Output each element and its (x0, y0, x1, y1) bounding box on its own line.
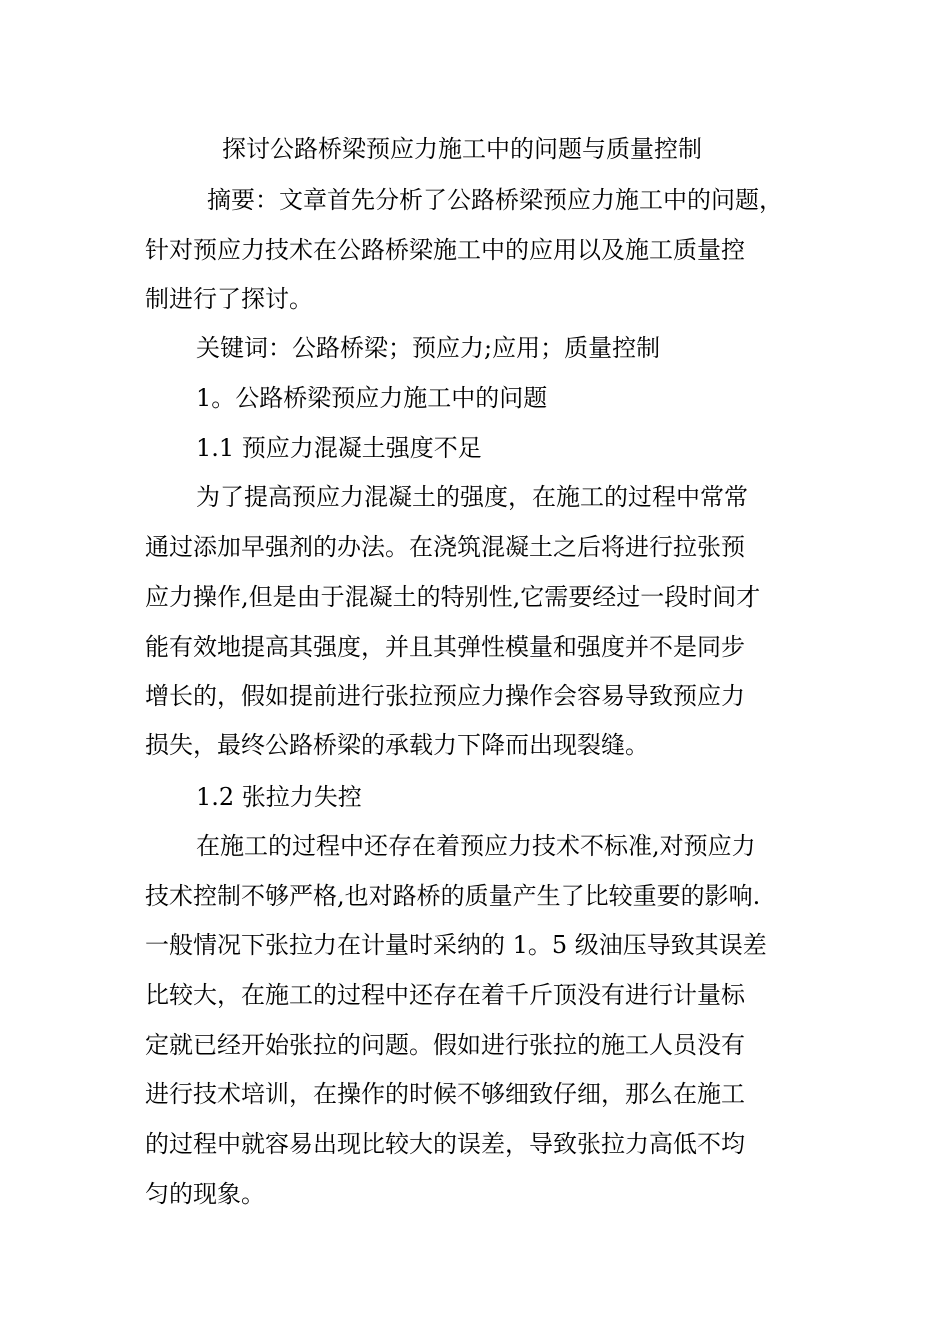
abstract-line-2: 针对预应力技术在公路桥梁施工中的应用以及施工质量控 (145, 236, 745, 264)
abstract-line-3: 制进行了探讨。 (145, 285, 313, 313)
section-1-2-line-8: 匀的现象。 (145, 1180, 265, 1208)
section-1-2-line-7: 的过程中就容易出现比较大的误差，导致张拉力高低不均 (145, 1130, 745, 1158)
section-1-2-line-3: 一般情况下张拉力在计量时采纳的 1。5 级油压导致其误差 (145, 931, 767, 959)
section-1-heading: 1。公路桥梁预应力施工中的问题 (196, 384, 548, 412)
section-1-1-line-1: 为了提高预应力混凝土的强度，在施工的过程中常常 (196, 483, 748, 511)
section-1-1-line-3: 应力操作,但是由于混凝土的特别性,它需要经过一段时间才 (145, 583, 761, 611)
section-1-1-line-2: 通过添加早强剂的办法。在浇筑混凝土之后将进行拉张预 (145, 533, 745, 561)
section-1-2-line-6: 进行技术培训，在操作的时候不够细致仔细，那么在施工 (145, 1080, 745, 1108)
section-1-1-line-6: 损失，最终公路桥梁的承载力下降而出现裂缝。 (145, 731, 649, 759)
section-1-2-line-1: 在施工的过程中还存在着预应力技术不标准,对预应力 (196, 832, 756, 860)
section-1-2-heading: 1.2 张拉力失控 (196, 783, 362, 811)
keywords-line: 关键词：公路桥梁；预应力;应用；质量控制 (196, 334, 661, 362)
section-1-2-line-2: 技术控制不够严格,也对路桥的质量产生了比较重要的影响. (145, 882, 761, 910)
section-1-2-line-4: 比较大，在施工的过程中还存在着千斤顶没有进行计量标 (145, 981, 745, 1009)
section-1-2-line-5: 定就已经开始张拉的问题。假如进行张拉的施工人员没有 (145, 1031, 745, 1059)
section-1-1-heading: 1.1 预应力混凝土强度不足 (196, 434, 482, 462)
section-1-1-line-4: 能有效地提高其强度，并且其弹性模量和强度并不是同步 (145, 633, 745, 661)
abstract-line-1: 摘要：文章首先分析了公路桥梁预应力施工中的问题， (207, 186, 783, 214)
document-title: 探讨公路桥梁预应力施工中的问题与质量控制 (222, 135, 702, 163)
section-1-1-line-5: 增长的，假如提前进行张拉预应力操作会容易导致预应力 (145, 682, 745, 710)
